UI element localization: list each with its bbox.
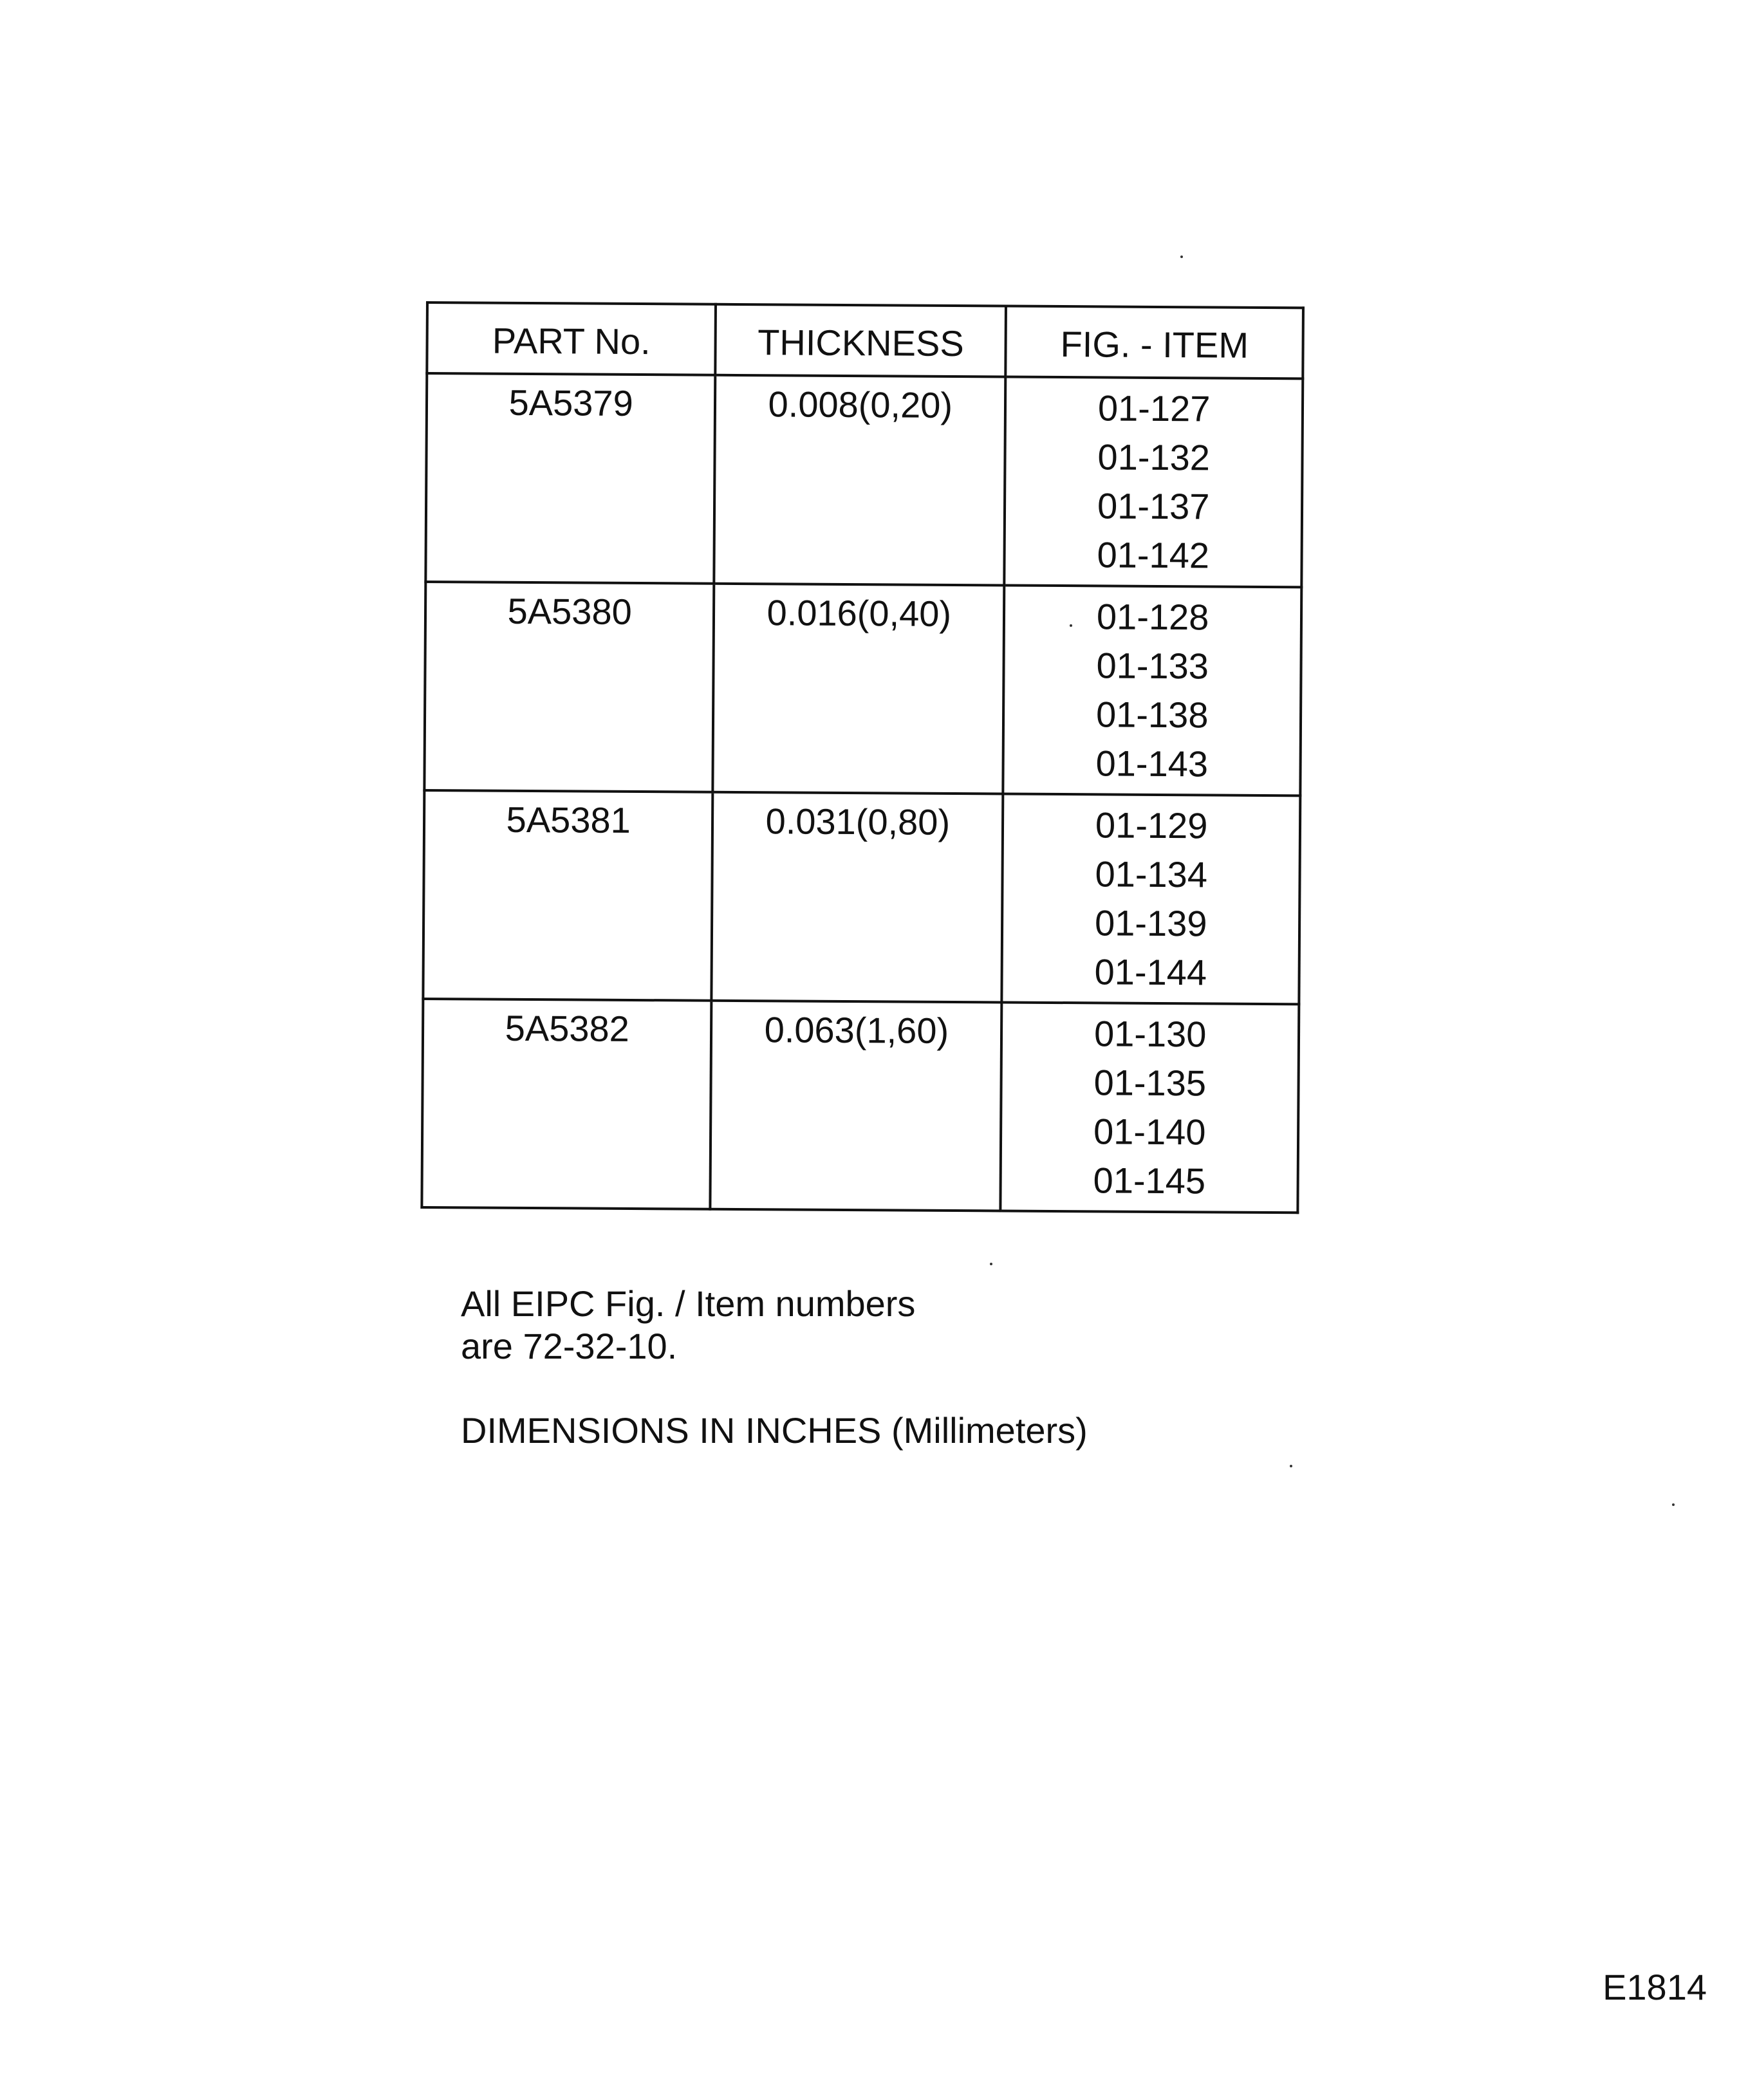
fig-item: 01-130 (1093, 1013, 1207, 1055)
fig-item-cell (1001, 1002, 1299, 1213)
fig-item: 01-143 (1095, 743, 1209, 785)
table-row (424, 582, 1301, 795)
fig-item: 01-137 (1097, 485, 1210, 527)
scan-speck (990, 1263, 992, 1265)
thickness-cell: 0.016(0,40) (713, 584, 1005, 794)
fig-item: 01-139 (1094, 902, 1207, 944)
scan-speck (1180, 256, 1183, 258)
part-no-cell: 5A5381 (423, 790, 712, 1001)
table-row (425, 373, 1303, 587)
document-code: E1814 (1603, 1967, 1707, 2007)
thickness-cell: 0.063(1,60) (711, 1001, 1002, 1211)
scan-speck (1290, 1465, 1292, 1467)
fig-item: 01-128 (1096, 596, 1209, 638)
fig-item: 01-144 (1094, 951, 1207, 993)
fig-item: 01-140 (1093, 1111, 1206, 1153)
eipc-note-line-1: All EIPC Fig. / Item numbers (461, 1283, 916, 1324)
parts-table (420, 301, 1305, 1214)
fig-item: 01-134 (1095, 853, 1208, 895)
header-thickness: THICKNESS (716, 304, 1007, 377)
thickness-cell: 0.008(0,20) (714, 375, 1006, 586)
part-no-cell: 5A5382 (422, 999, 711, 1209)
eipc-note-line-2: are 72-32-10. (461, 1326, 678, 1366)
fig-item: 01-145 (1093, 1160, 1206, 1202)
fig-item: 01-129 (1095, 804, 1208, 846)
scan-speck (1672, 1503, 1675, 1506)
fig-item: 01-142 (1097, 534, 1210, 576)
header-fig-item: FIG. - ITEM (1006, 306, 1303, 379)
fig-item-cell (1003, 585, 1302, 795)
fig-item-cell (1005, 377, 1303, 588)
fig-item: 01-133 (1096, 645, 1209, 687)
dimensions-note: DIMENSIONS IN INCHES (Millimeters) (461, 1410, 1088, 1451)
table-header-row (427, 302, 1303, 378)
scan-speck (1070, 624, 1072, 627)
fig-item: 01-132 (1097, 436, 1211, 478)
table-row (423, 790, 1300, 1004)
fig-item-cell (1002, 794, 1301, 1004)
header-part-no: PART No. (427, 302, 716, 375)
part-no-cell: 5A5380 (424, 582, 714, 792)
eipc-note (461, 1283, 915, 1368)
fig-item: 01-135 (1093, 1062, 1207, 1104)
part-no-cell: 5A5379 (425, 373, 715, 584)
table-row (422, 999, 1299, 1213)
fig-item: 01-127 (1097, 387, 1211, 429)
fig-item: 01-138 (1095, 694, 1209, 736)
thickness-cell: 0.031(0,80) (712, 792, 1003, 1003)
